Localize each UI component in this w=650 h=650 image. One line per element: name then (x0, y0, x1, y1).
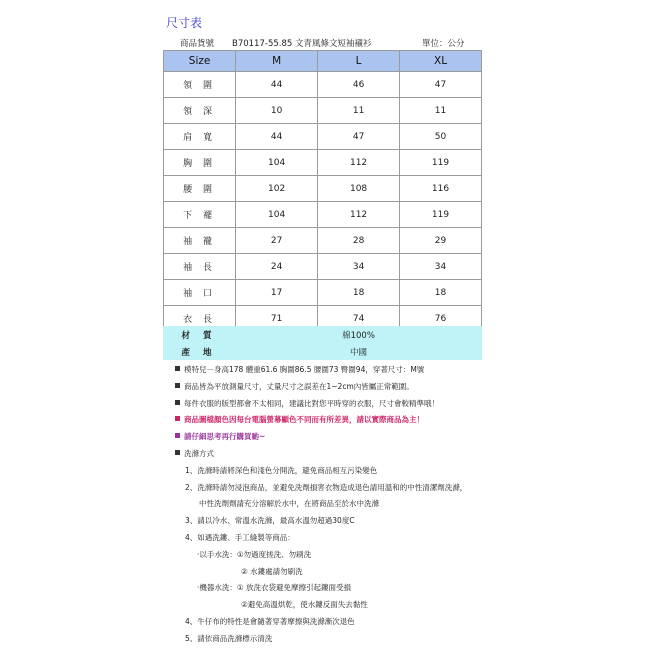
machine-wash-line-1: ‧機器水洗：① 放洗衣袋避免摩擦引起鏤面受損 (197, 583, 351, 593)
measure-note: 商品皆為平放測量尺寸，丈量尺寸之誤差在1~2cm內皆屬正常範圍。 (175, 379, 615, 396)
row-label: 腰 圍 (164, 176, 236, 202)
cell-xl: 76 (400, 306, 482, 332)
wash-step-1: 1、洗滌時請將深色和淺色分開洗，避免商品相互污染變色 (185, 465, 378, 475)
color-note: 商品圖檔顏色因每台電腦螢幕顯色不同而有所差異，請以實際商品為主！ (175, 412, 615, 429)
origin-value: 中國 (235, 343, 482, 360)
material-row (163, 326, 482, 343)
table-row (164, 254, 482, 280)
bullet-icon (175, 383, 180, 388)
table-row (164, 98, 482, 124)
table-row (164, 72, 482, 98)
cell-m: 44 (236, 124, 318, 150)
cell-m: 104 (236, 202, 318, 228)
bullet-icon (175, 416, 180, 421)
origin-row (163, 343, 482, 360)
table-row (164, 176, 482, 202)
cell-l: 28 (318, 228, 400, 254)
wash-title: 洗滌方式 (175, 446, 615, 463)
hand-wash-line-1: ‧以手水洗：①勿過度搓洗、勿刷洗 (197, 549, 312, 559)
column-header-xl: XL (400, 51, 482, 72)
cell-m: 102 (236, 176, 318, 202)
product-header (166, 36, 482, 50)
material-table (163, 326, 482, 360)
product-code-value: B70117-55.85 文青風條文短袖襯衫 (232, 39, 372, 49)
cell-m: 24 (236, 254, 318, 280)
fit-note: 每件衣服的版型都會不太相同，建議比對您平時穿的衣服，尺寸會較精準哦！ (175, 396, 615, 413)
cell-xl: 119 (400, 202, 482, 228)
cell-l: 18 (318, 280, 400, 306)
row-label: 衣 長 (164, 306, 236, 332)
row-label: 領 深 (164, 98, 236, 124)
bullet-icon (175, 450, 180, 455)
cell-m: 17 (236, 280, 318, 306)
cell-l: 74 (318, 306, 400, 332)
cell-m: 104 (236, 150, 318, 176)
table-row (164, 124, 482, 150)
table-row (164, 202, 482, 228)
bullet-icon (175, 433, 180, 438)
cell-xl: 11 (400, 98, 482, 124)
column-header-size: Size (164, 51, 236, 72)
row-label: 下 襬 (164, 202, 236, 228)
notes-section (175, 362, 615, 648)
row-label: 領 圍 (164, 72, 236, 98)
cell-xl: 18 (400, 280, 482, 306)
wash-step-denim: 4、牛仔布的特性是會隨著穿著摩擦與洗滌漸次退色 (185, 616, 355, 626)
table-row (164, 228, 482, 254)
model-note: 模特兒－身高178 體重61.6 胸圍86.5 腰圍73 臀圍94，穿著尺寸：M號 (175, 362, 615, 379)
material-value: 棉100% (235, 326, 482, 343)
cell-l: 47 (318, 124, 400, 150)
wash-step-5: 5、請依商品洗滌標示清洗 (185, 633, 273, 643)
product-code-label: 商品貨號 (180, 39, 215, 49)
column-header-m: M (236, 51, 318, 72)
cell-xl: 34 (400, 254, 482, 280)
machine-wash-line-2: ②避免高溫烘乾，使水鏤反面失去黏性 (241, 600, 368, 610)
material-label: 材 質 (163, 326, 235, 343)
hand-wash-line-2: ② 水鏤處請勿刷洗 (241, 566, 303, 576)
cell-l: 108 (318, 176, 400, 202)
wash-step-3: 3、請以冷水、常溫水洗滌，最高水溫勿超過30度C (185, 516, 355, 526)
bullet-icon (175, 400, 180, 405)
size-table (163, 50, 482, 332)
table-row (164, 150, 482, 176)
unit-label: 單位：公分 (422, 39, 465, 49)
cell-l: 46 (318, 72, 400, 98)
cell-xl: 50 (400, 124, 482, 150)
row-label: 袖 襱 (164, 228, 236, 254)
cell-m: 10 (236, 98, 318, 124)
cell-xl: 29 (400, 228, 482, 254)
table-row (164, 280, 482, 306)
cell-l: 112 (318, 202, 400, 228)
wash-step-2: 2、洗滌時請勿浸泡商品，並避免洗劑損害衣物造成退色請用溫和的中性清潔劑洗滌， (185, 482, 468, 492)
cell-m: 71 (236, 306, 318, 332)
row-label: 胸 圍 (164, 150, 236, 176)
cell-xl: 47 (400, 72, 482, 98)
cell-xl: 119 (400, 150, 482, 176)
column-header-l: L (318, 51, 400, 72)
row-label: 肩 寬 (164, 124, 236, 150)
origin-label: 產 地 (163, 343, 235, 360)
bullet-icon (175, 366, 180, 371)
wash-step-2-continued: 中性洗劑劑請充分溶解於水中，在將商品至於水中洗滌 (199, 499, 379, 509)
size-table-header (164, 51, 482, 72)
cell-m: 44 (236, 72, 318, 98)
cell-l: 11 (318, 98, 400, 124)
cell-l: 112 (318, 150, 400, 176)
cell-l: 34 (318, 254, 400, 280)
cell-xl: 116 (400, 176, 482, 202)
page-title: 尺寸表 (166, 16, 203, 30)
row-label: 袖 長 (164, 254, 236, 280)
wash-step-4: 4、如遇洗鏤、手工縫製等商品： (185, 532, 295, 542)
cell-m: 27 (236, 228, 318, 254)
think-note: 請仔細思考再行購買喲~ (175, 429, 615, 446)
row-label: 袖 口 (164, 280, 236, 306)
